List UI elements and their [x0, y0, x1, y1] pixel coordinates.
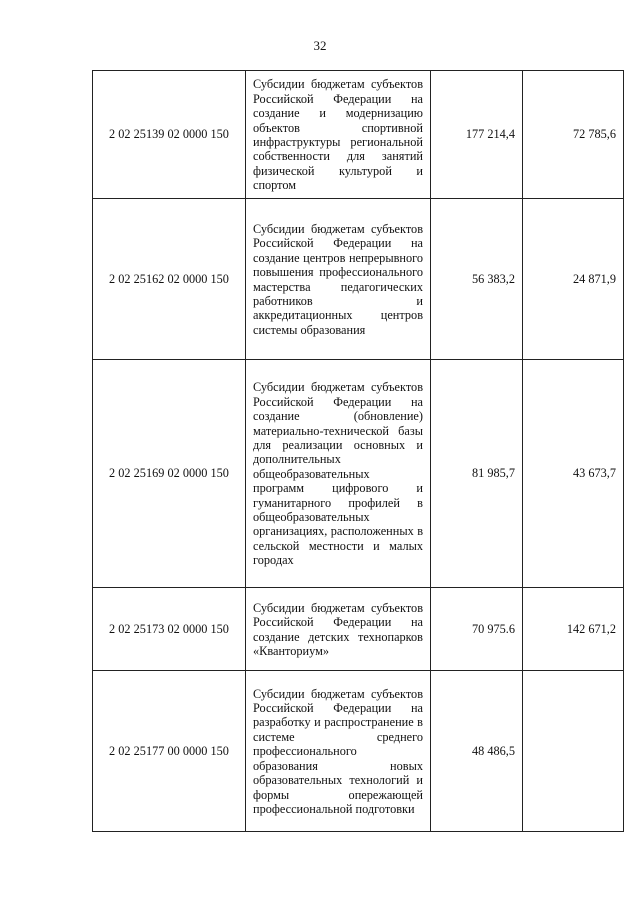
budget-code: 2 02 25173 02 0000 150: [93, 588, 246, 671]
table-row: [93, 671, 624, 832]
amount-value-2: 43 673,7: [523, 360, 624, 588]
budget-code: 2 02 25162 02 0000 150: [93, 199, 246, 360]
amount-value-1: 70 975.6: [431, 588, 523, 671]
budget-code: 2 02 25177 00 0000 150: [93, 671, 246, 832]
amount-value-1: 48 486,5: [431, 671, 523, 832]
subsidy-description: Субсидии бюджетам субъектов Российской Федерации на разработку и распространение в системе среднего профессионального образования новых образовательных технологий и формы опережающей профессиональной подготовки: [246, 671, 431, 832]
subsidy-table: [92, 70, 624, 832]
table-row: [93, 71, 624, 199]
budget-code: 2 02 25139 02 0000 150: [93, 71, 246, 199]
amount-value-2: 142 671,2: [523, 588, 624, 671]
table-row: [93, 199, 624, 360]
amount-value-2: 24 871,9: [523, 199, 624, 360]
table-row: [93, 360, 624, 588]
amount-value-1: 177 214,4: [431, 71, 523, 199]
page-number: 32: [313, 38, 327, 53]
subsidy-description: Субсидии бюджетам субъектов Российской Федерации на создание (обновление) материально-технической базы для реализации основных и дополнительных общеобразовательных программ цифрового и гуманитарного профилей в общеобразовательных организациях, расположенных в сельской местности и малых городах: [246, 360, 431, 588]
table-row: [93, 588, 624, 671]
subsidy-description: Субсидии бюджетам субъектов Российской Федерации на создание и модернизацию объектов спортивной инфраструктуры региональной собственности для занятий физической культурой и спортом: [246, 71, 431, 199]
amount-value-1: 56 383,2: [431, 199, 523, 360]
budget-code: 2 02 25169 02 0000 150: [93, 360, 246, 588]
amount-value-2: 72 785,6: [523, 71, 624, 199]
amount-value-2: [523, 671, 624, 832]
subsidy-description: Субсидии бюджетам субъектов Российской Федерации на создание центров непрерывного повышения профессионального мастерства педагогических работников и аккредитационных центров системы образования: [246, 199, 431, 360]
amount-value-1: 81 985,7: [431, 360, 523, 588]
subsidy-description: Субсидии бюджетам субъектов Российской Федерации на создание детских технопарков «Кванториум»: [246, 588, 431, 671]
